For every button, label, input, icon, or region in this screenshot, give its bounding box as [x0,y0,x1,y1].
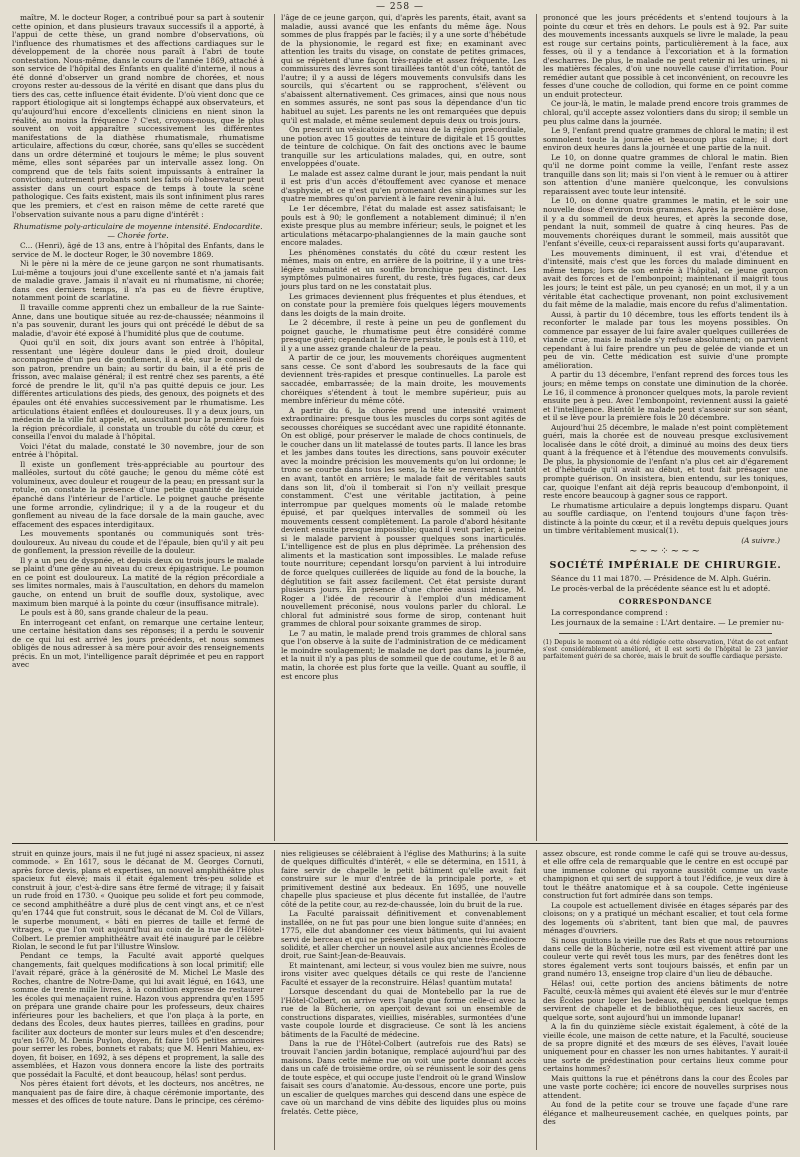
session-line: Séance du 11 mai 1870. — Présidence de M. Alph. Guérin. [551,574,771,584]
paragraph: Les mouvements diminuent, il est vrai, d'étendue et d'intensité, mais c'est que les forces du malade diminuent en même temps; lors de son entrée à l'hôpital, ce jeune garçon avait des forces et de l'embonpoint; maintenant il maigrit tous les jours; le teint est pâle, un peu cyanosé; en un mot, il y a un véritable état cachectique provenant, non point exclusivement du fait même de la maladie, mais encore du refus d'alimentation. [543,248,788,310]
section-title: SOCIÉTÉ IMPÉRIALE DE CHIRURGIE. [549,560,782,572]
paragraph: Le rhumatisme articulaire a depuis longtemps disparu. Quant au souffle cardiaque, on l'entend toujours d'une façon très-distincte à la pointe du cœur, et il a revêtu depuis quelques jours un timbre véritablement musical(1). [543,500,788,536]
paragraph: Le 9, l'enfant prend quatre grammes de chloral le matin; il est somnolent toute la journée et beaucoup plus calme; il dort environ deux heures dans la journée et une partie de la nuit. [543,126,788,153]
paragraph: Les phénomènes constatés du côté du cœur restent les mêmes, mais on entre, en arrière de la poitrine, il y a une très-légère submatité et un souffle bronchique peu distinct. Les symptômes pulmonaires furent, du reste, très fugaces, car deux jours plus tard on ne les constatait plus. [281,247,526,291]
paragraph: Aujourd'hui 25 décembre, le malade n'est point complètement guéri, mais la chorée est de nouveau presque exclusivement localisée dans le côté droit, a diminué au moins des deux tiers quant à la fréquence et à l'étendue des mouvements convulsifs. De plus, la physionomie de l'enfant n'a plus cet air d'égarement et d'hébétude qu'il avait au début, et tout fait présager une prompte guérison. On insistera, bien entendu, sur les toniques, car, quoique l'enfant ait déjà repris beaucoup d'embonpoint, il reste encore beaucoup à gagner sous ce rapport. [543,422,788,501]
paragraph: maître, M. le docteur Roger, a contribué pour sa part à soutenir cette opinion, et dans plusieurs travaux successifs il a apporté, à l'appui de cette thèse, un grand nombre d'observations, où l'influence des rhumatismes et des affections cardiaques sur le développement de la chorée nous paraît à l'abri de toute contestation. Nous-même, dans le cours de l'année 1869, attaché à son service de l'hôpital des Enfants en qualité d'interne, il nous a été donné d'observer un grand nombre de chorées, et nous croyons rester au-dessous de la vérité en disant que dans plus du tiers des cas, cette influence était évidente. D'où vient donc que ce rapport étiologique ait si longtemps échappé aux observateurs, et qu'aujourd'hui encore d'excellents cliniciens en nient sinon la réalité, au moins la fréquence ? C'est, croyons-nous, que le plus souvent on voit apparaître successivement les différentes manifestations de la diathèse rhumatismale, rhumatisme articulaire, affections du cœur, chorée, sans qu'elles se succèdent dans un ordre déterminé et toujours le même; le plus souvent même, elles sont séparées par un intervalle assez long. On comprend que de tels faits soient impuissants à entraîner la conviction; autrement probants sont les faits où l'observateur peut assister dans un court espace de temps à toute la scène pathologique. Ces faits existent, mais ils sont infiniment plus rares que les premiers, et c'est en raison même de cette rareté que l'observation suivante nous a paru digne d'intérêt : [12,14,264,219]
paragraph: A partir du 13 décembre, l'enfant reprend des forces tous les jours; en même temps on constate une diminution de la chorée. Le 16, il commence à prononcer quelques mots, la parole revient ensuite peu à peu. Avec l'embonpoint, reviennent aussi la gaieté et l'intelligence. Bientôt le malade peut s'asseoir sur son séant, et il se lève pour la première fois le 20 décembre. [543,370,788,423]
column-3 [536,14,788,841]
paragraph: Il y a un peu de dyspnée, et depuis deux ou trois jours le malade se plaint d'une gêne au niveau du creux épigastrique. Le poumon en ce point est douloureux. La matité de la région précordiale a ses limites normales, mais à l'auscultation, en dehors du mamelon gauche, on entend un bruit de souffle doux, systolique, avec maximum bien marqué à la pointe du cœur (insuffisance mitrale). [12,555,264,608]
paragraph: On prescrit un vésicatoire au niveau de la région précordiale, une potion avec 15 gouttes de teinture de digitale et 15 gouttes de teinture de colchique. On fait des onctions avec le baume tranquille sur les articulations malades, qui, en outre, sont enveloppées d'ouate. [281,125,526,169]
paragraph: Quoi qu'il en soit, dix jours avant son entrée à l'hôpital, ressentant une légère douleur dans le pied droit, douleur accompagnée d'un peu de gonflement, il a été, sur le conseil de son patron, prendre un bain; au sortir du bain, il a été pris de frisson, avec malaise général; il est rentré chez ses parents, a été forcé de prendre le lit, qu'il n'a pas quitté depuis ce jour. Les différentes articulations des pieds, des genoux, des poignets et des épaules ont été envahies successivement par le rhumatisme. Les articulations étaient enflées et douloureuses. Il y a deux jours, un médecin de la ville fut appelé, et, auscultant pour la première fois la région précordiale, il constata un trouble du côté du cœur, et conseilla l'envoi du malade à l'hôpital. [12,338,264,442]
lower-article [12,850,788,1150]
paragraph: assez obscure, est ronde comme le café qui se trouve au-dessus, et elle offre cela de remarquable que le centre en est occupé par une immense colonne qui rayonne aussitôt comme un vaste champignon et qui sert de support à tout l'édifice, je veux dire à tout le théâtre anatomique et à sa coupole. Cette ingénieuse construction fut fort admirée dans son temps. [543,850,788,901]
column-fade [12,837,264,841]
paragraph: Le 2 décembre, il reste à peine un peu de gonflement du poignet gauche, le rhumatisme peut être considéré comme presque guéri; cependant la fièvre persiste, le pouls est à 110, et il y a une assez grande chaleur de la peau. [281,318,526,353]
paragraph: prononcé que les jours précédents et s'entend toujours à la pointe du cœur et très en dehors. Le pouls est à 92. Par suite des mouvements incessants auxquels se livre le malade, la peau est rouge sur certains points, particulièrement à la face, aux fesses, où il y a tendance à l'excoriation et à la formation d'escharres. De plus, le malade ne peut retenir ni les urines, ni les matières fécales, d'où une nouvelle cause d'irritation. Pour remédier autant que possible à cet inconvénient, on recouvre les fesses d'une couche de collodion, qui forme en ce point comme un enduit protecteur. [543,14,788,99]
paragraph: Si nous quittons la vieille rue des Rats et que nous retournions dans celle de la Bûcherie, notre œil est vivement attiré par une couleur verte qui revêt tous les murs, par des fenêtres dont les stores également verts sont toujours baissés, et enfin par un grand numéro 13, enseigne trop claire d'un lieu de débauche. [543,935,788,979]
paragraph: Nos pères étaient fort dévots, et les docteurs, nos ancêtres, ne manquaient pas de faire dire, à chaque cérémonie importante, des messes et des offices de toute nature. Dans le principe, ces cérémo- [12,1079,264,1106]
footnote: (1) Depuis le moment où a été rédigée cette observation, l'état de cet enfant s'est considérablement amélioré, et il est sorti de l'hôpital le 23 janvier parfaitement guéri de sa chorée, mais le bruit de souffle cardiaque persiste. [543,638,788,660]
paragraph: Au fond de la petite cour se trouve une façade d'une rare élégance et malheureusement cachée, en quelques points, par des [543,1100,788,1127]
column-1 [12,14,264,841]
lower-column-2 [274,850,526,1150]
paragraph: Pendant ce temps, la Faculté avait apporté quelques changements, fait quelques modifications à son local primitif; elle l'avait réparé, grâce à la générosité de M. Michel Le Masle des Roches, chantre de Notre-Dame, qui lui avait légué, en 1643, une somme de trente mille livres, à la condition expresse de restaurer les écoles qui menaçaient ruine. Hazon vous apprendra qu'en 1595 on prépara une grande chaire pour les professeurs, deux chaires inférieures pour les bacheliers, et que l'on plaça à la porte, en dedans des Écoles, deux hautes pierres, taillées en gradins, pour faciliter aux docteurs de monter sur leurs mules et d'en descendre; qu'en 1670, M. Denis Puylon, doyen, fit faire 105 petites armoires pour serrer les robes, bonnets et rabats; que M. Henri Mahieu, ex-doyen, fit boiser, en 1692, à ses dépens et proprement, la salle des assemblées, et Hazon vous donnera encore la liste des portraits que possédait la Faculté, et dont beaucoup, hélas! sont perdus. [12,951,264,1079]
minutes-line: Le procès-verbal de la précédente séance est lu et adopté. [551,583,771,593]
section-separator [12,843,788,844]
ornament-divider-icon: ~~~⁘~~~ [629,546,702,558]
column-fade [275,837,526,841]
paragraph: La Faculté paraissait définitivement et convenablement installée, on ne fut pas pour une bien longue suite d'années; en 1775, elle dut abandonner ces vieux bâtiments, qui lui avaient servi de berceau et qui ne présentaient plus qu'une très-médiocre solidité, et aller chercher un nouvel asile aux anciennes Écoles de droit, rue Saint-Jean-de-Beauvais. [281,909,526,961]
paragraph: Le pouls est à 80, sans grande chaleur de la peau. [20,608,209,618]
paragraph: Ce jour-là, le matin, le malade prend encore trois grammes de chloral, qu'il accepte assez volontiers dans du sirop; il semble un peu plus calme dans la journée. [543,99,788,126]
footnote-rule [559,633,772,634]
paragraph: Et maintenant, ami lecteur, si vous voulez bien me suivre, nous irons visiter avec quelques détails ce qui reste de l'ancienne Faculté et essayer de la reconstruire. Hélas! quantùm mutata! [281,960,526,987]
paragraph: Les journaux de la semaine : L'Art dentaire. — Le premier nu- [551,618,784,627]
paragraph: Les grimaces deviennent plus fréquentes et plus étendues, et on constate pour la première fois quelques légers mouvements dans les doigts de la main droite. [281,291,526,318]
page-number: — 258 — [376,2,424,12]
paragraph: Le 10, on donne quatre grammes de chloral le matin. Bien qu'il ne dorme point comme la veille, l'enfant reste assez tranquille dans son lit; mais si l'on vient à le remuer ou à attirer son attention d'une manière quelconque, les convulsions reparaissent avec toute leur intensité. [543,152,788,196]
paragraph: La coupole est actuellement divisée en étages séparés par des cloisons; on y a pratiqué un méchant escalier, et tout cela forme des logements où s'abritent, tant bien que mal, de pauvres ménages d'ouvriers. [543,900,788,936]
paragraph: Le 1er décembre, l'état du malade est assez satisfaisant; le pouls est à 90; le gonflement a notablement diminué; il n'en existe presque plus au membre inférieur; seuls, le poignet et les articulations métacarpo-phalangiennes de la main gauche sont encore malades. [281,204,526,248]
upper-article [12,14,788,841]
to-be-continued: (A suivre.) [741,535,780,545]
paragraph: Lorsque descendant du quai de Montebello par la rue de l'Hôtel-Colbert, on arrive vers l'angle que forme celle-ci avec la rue de la Bûcherie, on aperçoit devant soi un ensemble de constructions disparates, vieillies, misérables, surmontées d'une vaste coupole lourde et disgracieuse. Ce sont là les anciens bâtiments de la Faculté de médecine. [281,987,526,1039]
paragraph: Mais quittons la rue et pénétrons dans la cour des Écoles par une vaste porte cochère; ici encore de nouvelles surprises nous attendent. [543,1073,788,1100]
paragraph: Hélas! oui, cette portion des anciens bâtiments de notre Faculté, ceux-là mêmes qui avaient été élevés sur le mur d'entrée des Écoles pour loger les bedeaux, qui pendant quelque temps servirent de chapelle et de bibliothèque, ces lieux sacrés, en quelque sorte, sont aujourd'hui un immonde lupanar! [543,978,788,1022]
lower-column-3 [536,850,788,1150]
paragraph: A la fin du quinzième siècle existait également, à côté de la vieille école, une maison de cette nature, et la Faculté, soucieuse de sa propre dignité et des mœurs de ses élèves, l'avait louée uniquement pour en chasser les non urnes habitantes. Y aurait-il une sorte de prédestination pour certains lieux comme pour certains hommes? [543,1022,788,1074]
paragraph: Ni le père ni la mère de ce jeune garçon ne sont rhumatisants. Lui-même a toujours joui d'une excellente santé et n'a jamais fait de maladie grave. Jamais il n'avait eu ni rhumatisme, ni chorée; dans ces derniers temps, il n'a pas eu de fièvre éruptive, notamment point de scarlatine. [12,259,264,303]
paragraph: Dans la rue de l'Hôtel-Colbert (autrefois rue des Rats) se trouvait l'ancien jardin botanique, remplacé aujourd'hui par des maisons. Dans cette même rue on voit une porte donnant accès dans un café de troisième ordre, où se réunissent le soir des gens de toute espèce, et qui occupe juste l'endroit où le grand Winslow faisait ses cours d'anatomie. Au-dessous, encore une porte, puis un escalier de quelques marches qui descend dans une espèce de cave où un marchand de vins débite des liquides plus ou moins frelatés. Cette pièce, [281,1038,526,1116]
paragraph: l'âge de ce jeune garçon, qui, d'après les parents, était, avant sa maladie, aussi avancé que les enfants du même âge. Nous sommes de plus frappés par le faciès; il y a une sorte d'hébétude de la physionomie, le regard est fixe; en examinant avec attention les traits du visage, on constate de petites grimaces, qui se répètent d'une façon très-rapide et assez fréquente. Les commissures des lèvres sont tiraillées tantôt d'un côté, tantôt de l'autre; il y a aussi de légers mouvements convulsifs dans les sourcils, qui s'écartent ou se rapprochent, s'élèvent ou s'abaissent alternativement. Ces grimaces, ainsi que nous nous en sommes assurés, ne sont pas sous la dépendance d'un tic habituel au sujet. Les parents ne les ont remarquées que depuis qu'il est malade, et même seulement depuis deux ou trois jours. [281,14,526,125]
paragraph: Les mouvements spontanés ou communiqués sont très-douloureux. Au niveau du coude et de l'épaule, bien qu'il y ait peu de gonflement, la pression réveille de la douleur. [12,529,264,556]
paragraph: Aussi, à partir du 10 décembre, tous les efforts tendent ils à reconforter le malade par tous les moyens possibles. On commence par essayer de lui faire avaler quelques cuillerées de viande crue, mais le malade s'y refuse absolument; on parvient cependant à lui faire prendre un peu de gelée de viande et un peu de vin. Cette médication est suivie d'une prompte amélioration. [543,309,788,370]
paragraph: Le 10, on donne quatre grammes le matin, et le soir une nouvelle dose d'environ trois grammes. Après la première dose, il y a du sommeil de deux heures, et après la seconde dose, pendant la nuit, sommeil de quatre à cinq heures. Pas de mouvements choréiques durant le sommeil, mais aussitôt que l'enfant s'éveille, ceux-ci reparaissent aussi forts qu'auparavant. [543,196,788,249]
correspondence-heading: CORRESPONDANCE [618,597,713,607]
paragraph: Le malade est assez calme durant le jour, mais pendant la nuit il est pris d'un accès d'étouffement avec cyanose et menace d'asphyxie, et ce n'est qu'en promenant des sinapismes sur les quatre membres qu'on parvient à le faire revenir à lui. [281,168,526,204]
paragraph: C... (Henri), âgé de 13 ans, entre à l'hôpital des Enfants, dans le service de M. le docteur Roger, le 30 novembre 1869. [12,241,264,259]
paragraph: struit en quinze jours, mais il ne fut jugé ni assez spacieux, ni assez commode. » En 1617, sous le décanat de M. Georges Cornuti, après force devis, plans et expertises, un nouvel amphithéâtre plus spacieux fut élevé; mais il était également très-peu solide et construit à jour, c'est-à-dire sans être fermé de vitrage; il y faisait un rude froid en 1730. « Quoique peu solide et fort peu commode, ce second amphithéâtre a duré plus de cent vingt ans, et ce n'est qu'en 1744 que fut construit, sous le décanat de M. Col de Villars, le superbe monument, « bâti en pierres de taille et fermé de vitrages, » que l'on voit aujourd'hui au coin de la rue de l'Hôtel-Colbert. Le premier amphithéâtre avait été inauguré par le célèbre Riolan, le second le fut par l'illustre Winslow. [12,850,264,951]
column-2 [274,14,526,841]
lower-column-1 [12,850,264,1150]
paragraph: A partir du 6, la chorée prend une intensité vraiment extraordinaire: presque tous les muscles du corps sont agités de secousses choréiques se succédant avec une rapidité étonnante. On est obligé, pour préserver le malade de chocs continuels, de le coucher dans un lit matelassé de toutes parts. Il lance les bras et les jambes dans toutes les directions, sans pouvoir exécuter avec la moindre précision les mouvements qu'on lui ordonne; le tronc se courbe dans tous les sens, la tête se renversant tantôt en avant, tantôt en arrière; le malade fait de véritables sauts dans son lit, d'où il tomberait si l'on n'y veillait presque constamment. C'est une véritable jactitation, à peine interrompue par quelques moments où le malade retombe épuisé, et par quelques intervalles de sommeil où les mouvements cessent complètement. La parole d'abord hésitante devient ensuite presque impossible; quand il veut parler, à peine si le malade parvient à pousser quelques sons inarticulés. L'intelligence est de plus en plus déprimée. La préhension des aliments et la mastication sont impossibles. Le malade refuse toute nourriture; cependant lorsqu'on parvient à lui introduire de force quelques cuillerées de liquide au fond de la bouche, la déglutition se fait assez facilement. Cet état persiste durant plusieurs jours. En présence d'une chorée aussi intense, M. Roger a l'idée de recourir à l'emploi d'un médicament nouvellement préconisé, nous voulons parler du chloral. Le chloral fut administré sous forme de sirop, contenant huit grammes de chloral pour soixante grammes de sirop. [281,405,526,629]
paragraph: Voici l'état du malade, constaté le 30 novembre, jour de son entrée à l'hôpital. [12,441,264,460]
paragraph: nies religieuses se célébraient à l'église des Mathurins; à la suite de quelques difficultés d'intérêt, « elle se détermina, en 1511, à faire servir de chapelle le petit bâtiment qu'elle avait fait construire sur le mur d'entrée de la principale porte, » et primitivement destiné aux bedeaux. En 1695, une nouvelle chapelle plus spacieuse et plus décente fut installée, de l'autre côté de la petite cour, au rez-de-chaussée, loin du bruit de la rue. [281,850,526,909]
case-subtitle: Rhumatisme poly-articulaire de moyenne intensité. Endocardite. — Chorée forte. [13,222,263,241]
paragraph: Le 7 au matin, le malade prend trois grammes de chloral sans que l'on observe à la suite de l'administration de ce médicament le moindre soulagement; le malade ne dort pas dans la journée, et la nuit il n'y a pas plus de sommeil que de coutume, et le 8 au matin, la chorée est plus forte que la veille. Quant au souffle, il est encore plus [281,628,526,681]
paragraph: A partir de ce jour, les mouvements choréiques augmentent sans cesse. Ce sont d'abord les soubresauts de la face qui deviennent très-rapides et presque continuelles. La parole est saccadée, embarrassée; de la main droite, les mouvements choréiques s'étendent à tout le membre supérieur, puis au membre inférieur du même côté. [281,353,526,406]
paragraph: En interrogeant cet enfant, on remarque une certaine lenteur, une certaine hésitation dans ses réponses; il a perdu le souvenir de ce qui lui est arrivé les jours précédents, et nous sommes obligés de nous adresser à sa mère pour avoir des renseignements précis. En un mot, l'intelligence paraît déprimée et peu en rapport avec [12,617,264,670]
paragraph: Il existe un gonflement très-appréciable au pourtour des malléoles, surtout du côté gauche; le genou du même côté est volumineux, avec douleur et rougeur de la peau; en pressant sur la rotule, on constate la présence d'une petite quantité de liquide épanché dans l'intérieur de l'article. Le poignet gauche présente une forme arrondie, cylindrique; il y a de la rougeur et du gonflement au niveau de la face dorsale de la main gauche, avec effacement des espaces interdigitaux. [12,459,264,529]
paragraph: La correspondance comprend : [551,608,668,618]
paragraph: Il travaille comme apprenti chez un emballeur de la rue Sainte-Anne, dans une boutique située au rez-de-chaussée; néanmoins il n'a pas souvenir, durant les jours qui ont précédé le début de sa maladie, d'avoir été exposé à l'humidité plus que de coutume. [12,302,264,338]
